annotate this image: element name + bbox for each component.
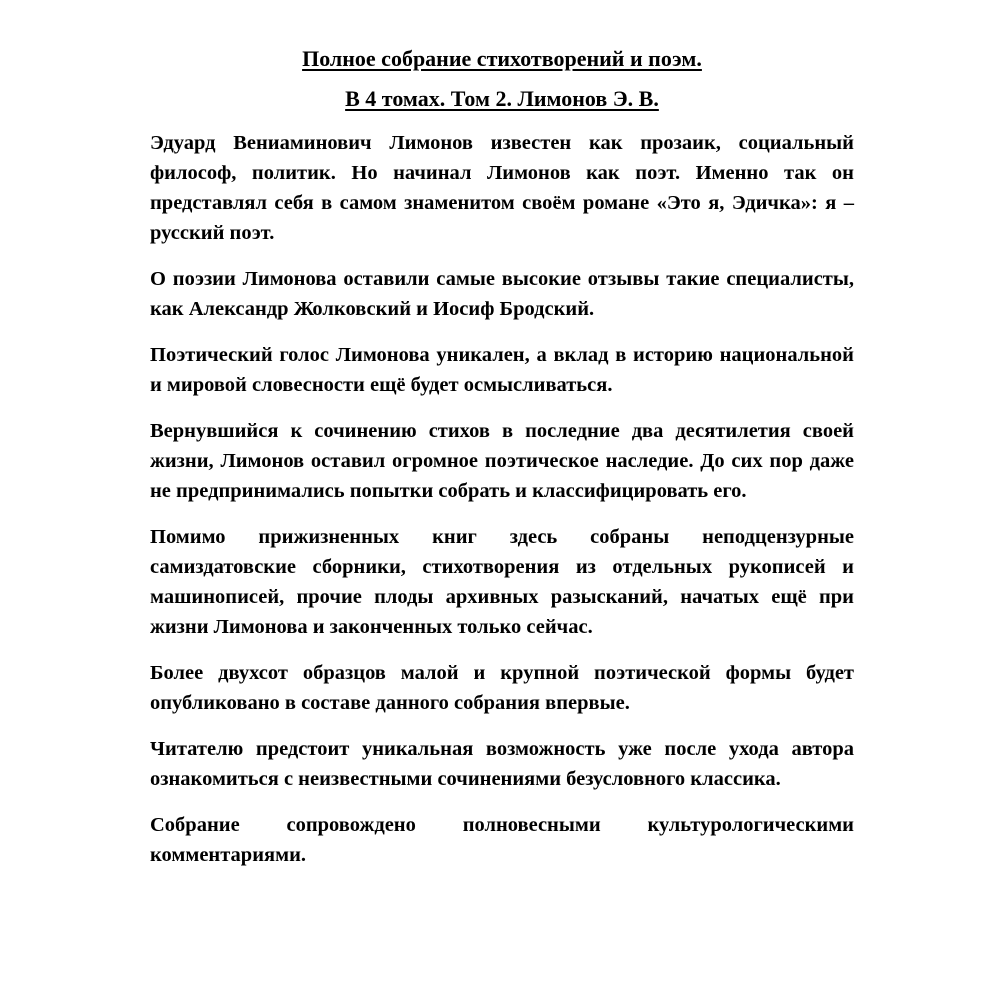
paragraph-commentary: Собрание сопровождено полновесными культурологическими комментариями. <box>150 814 854 866</box>
paragraph-contents: Помимо прижизненных книг здесь собраны неподцензурные самиздатовские сборники, стихотворения из отдельных рукописей и машинописей, прочие плоды архивных разысканий, начатых ещё при жизни Лимонова и законченных только сейчас. <box>150 526 854 638</box>
paragraph-legacy: Вернувшийся к сочинению стихов в последние два десятилетия своей жизни, Лимонов оставил огромное поэтическое наследие. До сих пор даже не предпринимались попытки собрать и классифицировать его. <box>150 420 854 502</box>
paragraph-poetic-voice: Поэтический голос Лимонова уникален, а вклад в историю национальной и мировой словесности ещё будет осмысливаться. <box>150 344 854 396</box>
paragraph-reader-opportunity: Читателю предстоит уникальная возможность уже после ухода автора ознакомиться с неизвестными сочинениями безусловного классика. <box>150 738 854 790</box>
paragraph-intro: Эдуард Вениаминович Лимонов известен как прозаик, социальный философ, политик. Но начинал Лимонов как поэт. Именно так он представлял себя в самом знаменитом своём романе «Это я, Эдичка»: я – русский поэт. <box>150 132 854 244</box>
paragraph-reviews: О поэзии Лимонова оставили самые высокие отзывы такие специалисты, как Александр Жолковский и Иосиф Бродский. <box>150 268 854 320</box>
document-page <box>150 44 854 886</box>
document-title-line-2: В 4 томах. Том 2. Лимонов Э. В. <box>345 86 659 111</box>
document-title-line-1: Полное собрание стихотворений и поэм. <box>302 46 702 71</box>
paragraph-first-publication: Более двухсот образцов малой и крупной поэтической формы будет опубликовано в составе данного собрания впервые. <box>150 662 854 714</box>
